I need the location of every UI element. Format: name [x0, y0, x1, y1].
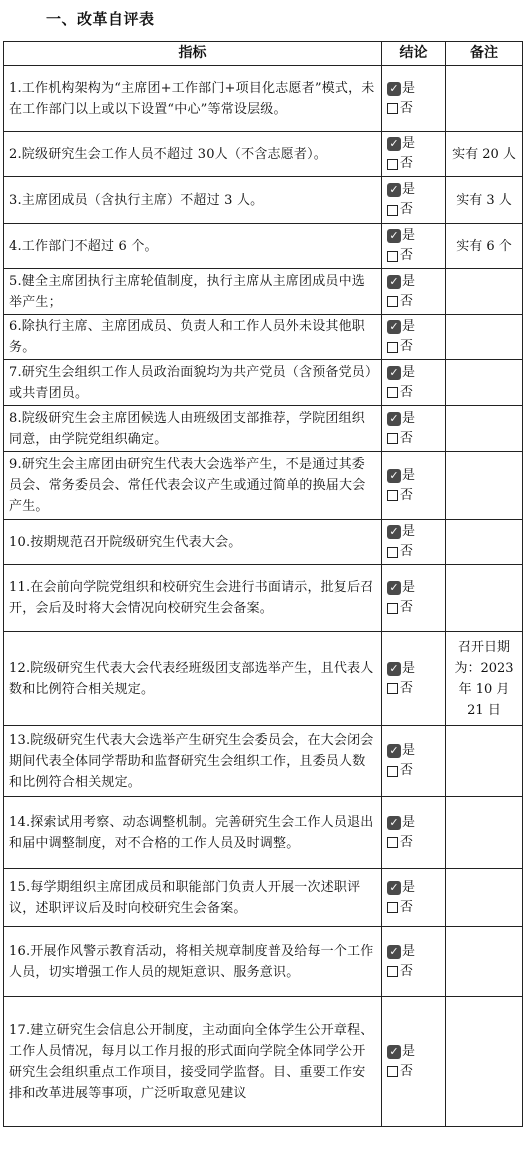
- option-yes[interactable]: [387, 659, 440, 679]
- option-no[interactable]: [387, 833, 440, 853]
- note-cell: [446, 797, 523, 869]
- option-no[interactable]: [387, 598, 440, 618]
- conclusion-cell: [382, 797, 446, 869]
- checked-box-icon[interactable]: ✓: [387, 816, 401, 830]
- note-cell: [446, 869, 523, 927]
- checked-box-icon[interactable]: ✓: [387, 525, 401, 539]
- option-no[interactable]: [387, 154, 440, 174]
- option-yes-label: 是: [402, 364, 416, 380]
- unchecked-box-icon[interactable]: [387, 603, 398, 614]
- indicator-text: 7.研究生会组织工作人员政治面貌均为共产党员（含预备党员）或共青团员。: [4, 360, 382, 406]
- option-no[interactable]: [387, 200, 440, 220]
- option-yes-label: 是: [402, 814, 416, 830]
- indicator-text: 3.主席团成员（含执行主席）不超过 3 人。: [4, 177, 382, 224]
- checked-box-icon[interactable]: ✓: [387, 662, 401, 676]
- option-yes-label: 是: [402, 182, 416, 197]
- table-row: [4, 360, 523, 406]
- table-row: [4, 315, 523, 360]
- option-yes[interactable]: [387, 813, 440, 833]
- option-no-label: 否: [400, 293, 414, 309]
- note-cell: 实有 3 人: [446, 177, 523, 224]
- option-no[interactable]: [387, 337, 440, 357]
- option-no-label: 否: [400, 899, 414, 915]
- table-row: [4, 927, 523, 997]
- checked-box-icon[interactable]: ✓: [387, 320, 401, 334]
- option-no[interactable]: [387, 679, 440, 699]
- note-cell: [446, 452, 523, 520]
- option-yes-label: 是: [402, 467, 416, 483]
- unchecked-box-icon[interactable]: [387, 902, 398, 913]
- conclusion-cell: [382, 997, 446, 1127]
- option-yes-label: 是: [402, 1043, 416, 1059]
- option-no-label: 否: [400, 600, 414, 615]
- option-yes[interactable]: [387, 409, 440, 429]
- note-cell: [446, 269, 523, 315]
- unchecked-box-icon[interactable]: [387, 766, 398, 777]
- indicator-text: 2.院级研究生会工作人员不超过 30人（不含志愿者）。: [4, 132, 382, 177]
- option-yes[interactable]: [387, 79, 440, 99]
- conclusion-cell: [382, 927, 446, 997]
- conclusion-cell: [382, 632, 446, 726]
- option-no-label: 否: [400, 339, 414, 354]
- indicator-text: 14.探索试用考察、动态调整机制。完善研究生会工作人员退出和届中调整制度，对不合格的工作人员及时调整。: [4, 797, 382, 869]
- note-cell: [446, 315, 523, 360]
- option-no[interactable]: [387, 292, 440, 312]
- option-yes-label: 是: [402, 80, 416, 96]
- option-no[interactable]: [387, 246, 440, 266]
- table-body: [4, 66, 523, 1127]
- checked-box-icon[interactable]: ✓: [387, 945, 401, 959]
- checked-box-icon[interactable]: ✓: [387, 137, 401, 151]
- option-no[interactable]: [387, 898, 440, 918]
- note-cell: 实有 6 个: [446, 224, 523, 269]
- indicator-text: 5.健全主席团执行主席轮值制度，执行主席从主席团成员中选举产生；: [4, 269, 382, 315]
- note-cell: [446, 360, 523, 406]
- header-indicator: 指标: [4, 42, 382, 66]
- self-review-table: [3, 41, 523, 1127]
- checked-box-icon[interactable]: ✓: [387, 581, 401, 595]
- conclusion-cell: [382, 565, 446, 632]
- option-no-label: 否: [400, 248, 414, 263]
- table-row: [4, 66, 523, 132]
- unchecked-box-icon[interactable]: [387, 342, 398, 353]
- option-no-label: 否: [400, 430, 414, 446]
- checked-box-icon[interactable]: ✓: [387, 881, 401, 895]
- unchecked-box-icon[interactable]: [387, 1066, 398, 1077]
- option-no-label: 否: [400, 384, 414, 400]
- conclusion-cell: [382, 177, 446, 224]
- option-yes-label: 是: [402, 879, 416, 895]
- conclusion-cell: [382, 315, 446, 360]
- option-yes[interactable]: [387, 1042, 440, 1062]
- indicator-text: 12.院级研究生代表大会代表经班级团支部选举产生，且代表人数和比例符合相关规定。: [4, 632, 382, 726]
- option-no-label: 否: [400, 763, 414, 778]
- table-row: [4, 869, 523, 927]
- indicator-text: 10.按期规范召开院级研究生代表大会。: [4, 520, 382, 565]
- checked-box-icon[interactable]: ✓: [387, 744, 401, 758]
- option-no-label: 否: [400, 156, 414, 171]
- option-yes[interactable]: [387, 180, 440, 200]
- option-yes-label: 是: [402, 136, 416, 151]
- conclusion-cell: [382, 726, 446, 797]
- table-row: [4, 224, 523, 269]
- option-no[interactable]: [387, 383, 440, 403]
- header-conclusion: 结论: [382, 42, 446, 66]
- table-header-row: [4, 42, 523, 66]
- option-yes[interactable]: [387, 466, 440, 486]
- option-no-label: 否: [400, 1063, 414, 1079]
- unchecked-box-icon[interactable]: [387, 159, 398, 170]
- option-yes-label: 是: [402, 524, 416, 539]
- table-row: [4, 726, 523, 797]
- checked-box-icon[interactable]: ✓: [387, 412, 401, 426]
- option-yes-label: 是: [402, 743, 416, 758]
- note-cell: 实有 20 人: [446, 132, 523, 177]
- option-no[interactable]: [387, 761, 440, 781]
- section-title: 一、改革自评表: [46, 10, 155, 28]
- option-yes-label: 是: [402, 410, 416, 426]
- conclusion-cell: [382, 869, 446, 927]
- option-no[interactable]: [387, 486, 440, 506]
- note-cell: [446, 406, 523, 452]
- option-yes-label: 是: [402, 319, 416, 334]
- indicator-text: 1.工作机构架构为“主席团+工作部门+项目化志愿者”模式，未在工作部门以上或以下设置“中心”等常设层级。: [4, 66, 382, 132]
- indicator-text: 13.院级研究生代表大会选举产生研究生会委员会，在大会闭会期间代表全体同学帮助和监督研究生会组织工作，且委员人数和比例符合相关规定。: [4, 726, 382, 797]
- table-row: [4, 997, 523, 1127]
- unchecked-box-icon[interactable]: [387, 205, 398, 216]
- unchecked-box-icon[interactable]: [387, 433, 398, 444]
- checked-box-icon[interactable]: ✓: [387, 183, 401, 197]
- indicator-text: 17.建立研究生会信息公开制度，主动面向全体学生公开章程、工作人员情况，每月以工作月报的形式面向学院全体同学公开研究生会组织重点工作项目，接受同学监督。目、重要工作安排和改革进展等事项，广泛听取意见建议: [4, 997, 382, 1127]
- note-cell: [446, 927, 523, 997]
- indicator-text: 15.每学期组织主席团成员和职能部门负责人开展一次述职评议，述职评议后及时向校研究生会备案。: [4, 869, 382, 927]
- option-no-label: 否: [400, 202, 414, 217]
- unchecked-box-icon[interactable]: [387, 490, 398, 501]
- option-yes-label: 是: [402, 660, 416, 676]
- conclusion-cell: [382, 360, 446, 406]
- option-yes[interactable]: [387, 363, 440, 383]
- option-no-label: 否: [400, 487, 414, 503]
- checked-box-icon[interactable]: ✓: [387, 1045, 401, 1059]
- unchecked-box-icon[interactable]: [387, 387, 398, 398]
- option-no-label: 否: [400, 834, 414, 850]
- option-no-label: 否: [400, 100, 414, 116]
- unchecked-box-icon[interactable]: [387, 683, 398, 694]
- checked-box-icon[interactable]: ✓: [387, 229, 401, 243]
- conclusion-cell: [382, 66, 446, 132]
- note-cell: [446, 565, 523, 632]
- checked-box-icon[interactable]: ✓: [387, 82, 401, 96]
- option-no[interactable]: [387, 429, 440, 449]
- indicator-text: 11.在会前向学院党组织和校研究生会进行书面请示，批复后召开，会后及时将大会情况向校研究生会备案。: [4, 565, 382, 632]
- table-row: [4, 632, 523, 726]
- option-no-label: 否: [400, 680, 414, 696]
- note-cell: [446, 520, 523, 565]
- table-row: [4, 406, 523, 452]
- option-yes[interactable]: [387, 942, 440, 962]
- option-yes[interactable]: [387, 226, 440, 246]
- option-yes-label: 是: [402, 228, 416, 243]
- conclusion-cell: [382, 224, 446, 269]
- table-row: [4, 520, 523, 565]
- indicator-text: 9.研究生会主席团由研究生代表大会选举产生，不是通过其委员会、常务委员会、常任代表会议产生或通过简单的换届大会产生。: [4, 452, 382, 520]
- option-yes[interactable]: [387, 522, 440, 542]
- option-no[interactable]: [387, 99, 440, 119]
- checked-box-icon[interactable]: ✓: [387, 275, 401, 289]
- indicator-text: 16.开展作风警示教育活动，将相关规章制度普及给每一个工作人员，切实增强工作人员的规矩意识、服务意识。: [4, 927, 382, 997]
- option-yes[interactable]: [387, 134, 440, 154]
- note-cell: [446, 997, 523, 1127]
- option-yes[interactable]: [387, 317, 440, 337]
- option-yes-label: 是: [402, 580, 416, 595]
- option-no[interactable]: [387, 962, 440, 982]
- conclusion-cell: [382, 132, 446, 177]
- table-row: [4, 565, 523, 632]
- option-yes[interactable]: [387, 878, 440, 898]
- unchecked-box-icon[interactable]: [387, 547, 398, 558]
- option-yes[interactable]: [387, 578, 440, 598]
- option-no-label: 否: [400, 544, 414, 559]
- note-cell: 召开日期为：2023 年 10 月 21 日: [446, 632, 523, 726]
- indicator-text: 8.院级研究生会主席团候选人由班级团支部推荐，学院团组织同意，由学院党组织确定。: [4, 406, 382, 452]
- table-row: [4, 269, 523, 315]
- conclusion-cell: [382, 452, 446, 520]
- unchecked-box-icon[interactable]: [387, 103, 398, 114]
- option-yes-label: 是: [402, 943, 416, 959]
- conclusion-cell: [382, 269, 446, 315]
- checked-box-icon[interactable]: ✓: [387, 469, 401, 483]
- unchecked-box-icon[interactable]: [387, 296, 398, 307]
- option-yes[interactable]: [387, 272, 440, 292]
- option-yes[interactable]: [387, 741, 440, 761]
- checked-box-icon[interactable]: ✓: [387, 366, 401, 380]
- conclusion-cell: [382, 406, 446, 452]
- option-no-label: 否: [400, 963, 414, 979]
- table-row: [4, 797, 523, 869]
- conclusion-cell: [382, 520, 446, 565]
- unchecked-box-icon[interactable]: [387, 837, 398, 848]
- unchecked-box-icon[interactable]: [387, 251, 398, 262]
- note-cell: [446, 726, 523, 797]
- header-note: 备注: [446, 42, 523, 66]
- table-row: [4, 177, 523, 224]
- unchecked-box-icon[interactable]: [387, 966, 398, 977]
- table-row: [4, 132, 523, 177]
- option-yes-label: 是: [402, 273, 416, 289]
- table-row: [4, 452, 523, 520]
- option-no[interactable]: [387, 542, 440, 562]
- option-no[interactable]: [387, 1062, 440, 1082]
- note-cell: [446, 66, 523, 132]
- indicator-text: 6.除执行主席、主席团成员、负责人和工作人员外未设其他职务。: [4, 315, 382, 360]
- indicator-text: 4.工作部门不超过 6 个。: [4, 224, 382, 269]
